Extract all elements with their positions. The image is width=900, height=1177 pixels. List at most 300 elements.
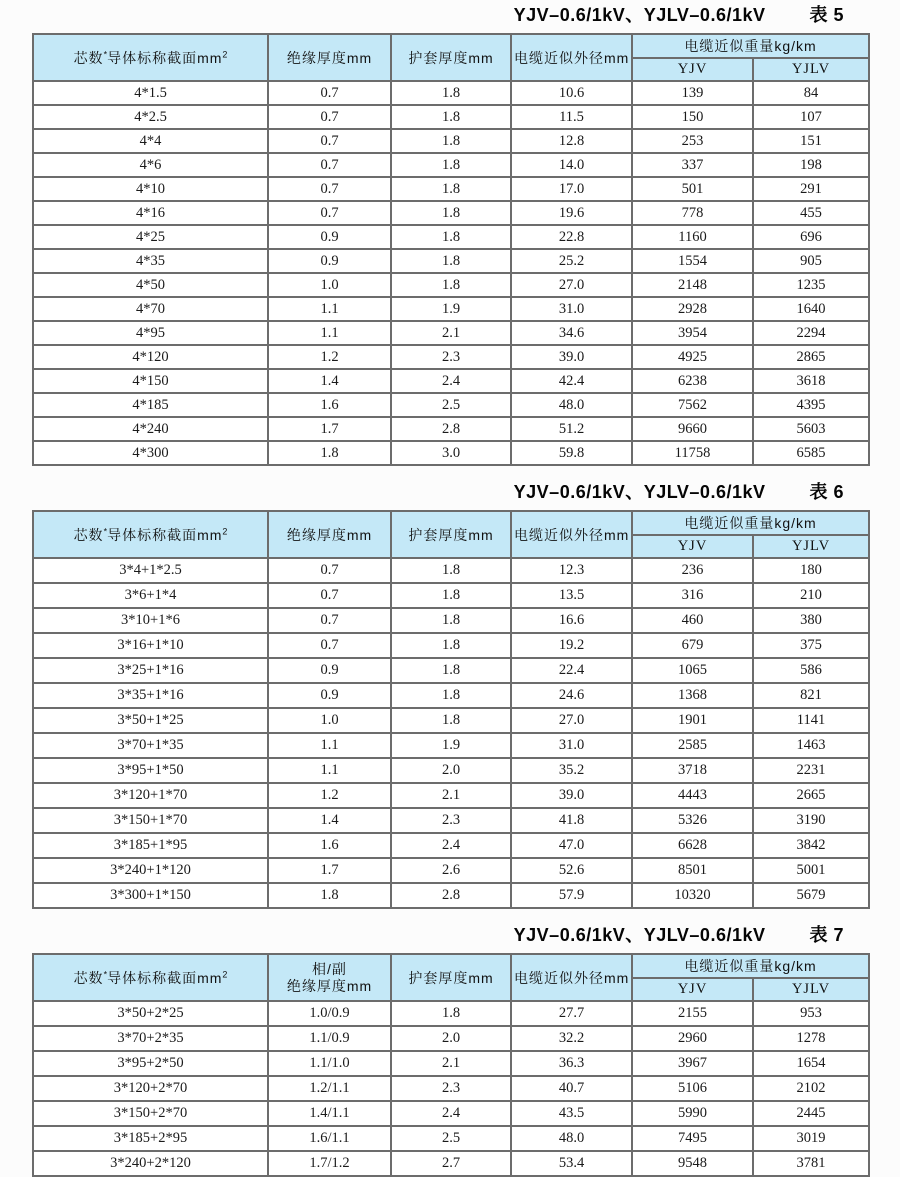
table-cell: 34.6 (511, 321, 632, 345)
col-header-diameter: 电缆近似外径mm (511, 511, 632, 558)
table-cell: 39.0 (511, 783, 632, 808)
table-cell: 2665 (753, 783, 869, 808)
table-cell: 2.3 (391, 1076, 511, 1101)
table-cell: 17.0 (511, 177, 632, 201)
table-row (33, 583, 869, 608)
table-cell: 2.7 (391, 1151, 511, 1176)
table-cell: 9548 (632, 1151, 753, 1176)
table-cell: 3019 (753, 1126, 869, 1151)
table-cell: 11.5 (511, 105, 632, 129)
table-cell: 3*185+2*95 (33, 1126, 268, 1151)
table-row (33, 783, 869, 808)
table-cell: 1.9 (391, 733, 511, 758)
table-row (33, 883, 869, 908)
table-row (33, 249, 869, 273)
table-cell: 48.0 (511, 393, 632, 417)
table-cell: 1.8 (391, 81, 511, 105)
table-row (33, 708, 869, 733)
table6-label: 表 6 (809, 482, 844, 502)
table-cell: 151 (753, 129, 869, 153)
table-cell: 4*10 (33, 177, 268, 201)
table-row (33, 225, 869, 249)
table-cell: 3*35+1*16 (33, 683, 268, 708)
table-cell: 8501 (632, 858, 753, 883)
core-section-text: 芯数 (73, 969, 104, 986)
col-header-core-section (33, 954, 268, 1001)
table-cell: 5990 (632, 1101, 753, 1126)
table-cell: 1.0 (268, 273, 391, 297)
cable-spec-table-7 (32, 953, 870, 1177)
table-cell: 1.8 (391, 683, 511, 708)
core-section-sup-2: 2 (222, 48, 228, 59)
table-cell: 2445 (753, 1101, 869, 1126)
table-cell: 42.4 (511, 369, 632, 393)
table-cell: 11758 (632, 441, 753, 465)
table-cell: 84 (753, 81, 869, 105)
table-cell: 1065 (632, 658, 753, 683)
table-cell: 1.8 (391, 153, 511, 177)
col-header-yjv: YJV (632, 535, 753, 558)
table-cell: 19.2 (511, 633, 632, 658)
table-cell: 3*50+1*25 (33, 708, 268, 733)
table-cell: 1141 (753, 708, 869, 733)
table-row (33, 177, 869, 201)
table-cell: 2.4 (391, 369, 511, 393)
table-cell: 139 (632, 81, 753, 105)
table-cell: 3*95+1*50 (33, 758, 268, 783)
table-cell: 0.7 (268, 129, 391, 153)
table-row (33, 683, 869, 708)
table-cell: 3*185+1*95 (33, 833, 268, 858)
table-cell: 696 (753, 225, 869, 249)
table-cell: 5603 (753, 417, 869, 441)
table-cell: 1.7/1.2 (268, 1151, 391, 1176)
table-cell: 3*25+1*16 (33, 658, 268, 683)
table-cell: 1554 (632, 249, 753, 273)
table-row (33, 733, 869, 758)
table7-title: YJV–0.6/1kV、YJLV–0.6/1kV (513, 925, 766, 945)
table-cell: 1654 (753, 1051, 869, 1076)
core-section-sup-star: * (103, 48, 108, 59)
table-cell: 4*150 (33, 369, 268, 393)
table-cell: 27.7 (511, 1001, 632, 1026)
table-cell: 3*6+1*4 (33, 583, 268, 608)
table-cell: 0.7 (268, 81, 391, 105)
table-cell: 24.6 (511, 683, 632, 708)
table-cell: 375 (753, 633, 869, 658)
table-cell: 586 (753, 658, 869, 683)
table-cell: 2.3 (391, 808, 511, 833)
table-cell: 150 (632, 105, 753, 129)
table-cell: 1.1 (268, 297, 391, 321)
table6-header (33, 511, 869, 558)
table-cell: 35.2 (511, 758, 632, 783)
table7-title-row (0, 924, 900, 946)
table-row (33, 105, 869, 129)
core-section-sup-2: 2 (222, 525, 228, 536)
cable-spec-table-5 (32, 33, 870, 466)
table-cell: 3*120+1*70 (33, 783, 268, 808)
table-cell: 1.1 (268, 733, 391, 758)
table6-body (33, 558, 869, 908)
table-cell: 1.0/0.9 (268, 1001, 391, 1026)
table7-label: 表 7 (809, 925, 844, 945)
table-cell: 5326 (632, 808, 753, 833)
table-cell: 1.0 (268, 708, 391, 733)
table-cell: 2.0 (391, 758, 511, 783)
table-cell: 3*70+1*35 (33, 733, 268, 758)
table-cell: 4395 (753, 393, 869, 417)
col-header-insulation: 绝缘厚度mm (268, 511, 391, 558)
table-cell: 821 (753, 683, 869, 708)
table-cell: 1.8 (391, 583, 511, 608)
col-header-yjlv: YJLV (753, 978, 869, 1001)
table-cell: 679 (632, 633, 753, 658)
table-cell: 27.0 (511, 273, 632, 297)
table-cell: 1.9 (391, 297, 511, 321)
table-cell: 3*70+2*35 (33, 1026, 268, 1051)
table-cell: 0.7 (268, 633, 391, 658)
table-cell: 1.8 (391, 105, 511, 129)
table-cell: 236 (632, 558, 753, 583)
table-row (33, 393, 869, 417)
table-cell: 2865 (753, 345, 869, 369)
table-cell: 40.7 (511, 1076, 632, 1101)
table-cell: 2960 (632, 1026, 753, 1051)
table-cell: 501 (632, 177, 753, 201)
table-row (33, 608, 869, 633)
table-cell: 6628 (632, 833, 753, 858)
table-cell: 4*120 (33, 345, 268, 369)
table-cell: 59.8 (511, 441, 632, 465)
table-cell: 778 (632, 201, 753, 225)
table-cell: 1901 (632, 708, 753, 733)
table5-title-row (0, 4, 900, 26)
table-cell: 3*240+2*120 (33, 1151, 268, 1176)
table-cell: 1.8 (391, 225, 511, 249)
table-cell: 0.7 (268, 153, 391, 177)
table-row (33, 297, 869, 321)
table-cell: 0.7 (268, 608, 391, 633)
table6-title: YJV–0.6/1kV、YJLV–0.6/1kV (513, 482, 766, 502)
table-cell: 57.9 (511, 883, 632, 908)
table-cell: 3*10+1*6 (33, 608, 268, 633)
table-cell: 10320 (632, 883, 753, 908)
table-cell: 4*35 (33, 249, 268, 273)
table-cell: 0.7 (268, 105, 391, 129)
table7-header (33, 954, 869, 1001)
table-cell: 4*50 (33, 273, 268, 297)
table-row (33, 1076, 869, 1101)
table-cell: 1.7 (268, 858, 391, 883)
table-cell: 3718 (632, 758, 753, 783)
table-cell: 953 (753, 1001, 869, 1026)
table-row (33, 658, 869, 683)
table-cell: 1.2 (268, 345, 391, 369)
table-cell: 4*185 (33, 393, 268, 417)
table-cell: 1.6/1.1 (268, 1126, 391, 1151)
col-header-diameter: 电缆近似外径mm (511, 954, 632, 1001)
table-cell: 3190 (753, 808, 869, 833)
table-cell: 51.2 (511, 417, 632, 441)
table-cell: 1.8 (268, 441, 391, 465)
table-cell: 48.0 (511, 1126, 632, 1151)
table-cell: 27.0 (511, 708, 632, 733)
table-row (33, 1151, 869, 1176)
table-cell: 2155 (632, 1001, 753, 1026)
table-cell: 12.3 (511, 558, 632, 583)
table-cell: 4*95 (33, 321, 268, 345)
table-cell: 1.8 (391, 273, 511, 297)
table-cell: 3*4+1*2.5 (33, 558, 268, 583)
table-row (33, 321, 869, 345)
table-cell: 3842 (753, 833, 869, 858)
table-cell: 1.1/1.0 (268, 1051, 391, 1076)
table-cell: 2.1 (391, 1051, 511, 1076)
table-cell: 47.0 (511, 833, 632, 858)
table-cell: 2.8 (391, 883, 511, 908)
phase-insulation-line2: 绝缘厚度mm (286, 977, 373, 994)
table-cell: 16.6 (511, 608, 632, 633)
table5-label: 表 5 (809, 5, 844, 25)
table-cell: 0.9 (268, 658, 391, 683)
table-cell: 2.1 (391, 783, 511, 808)
table-cell: 3*16+1*10 (33, 633, 268, 658)
col-header-yjlv: YJLV (753, 535, 869, 558)
table-cell: 31.0 (511, 733, 632, 758)
col-header-weight: 电缆近似重量kg/km (632, 954, 869, 978)
col-header-yjlv: YJLV (753, 58, 869, 81)
table-cell: 210 (753, 583, 869, 608)
core-section-text2: 导体标称截面mm (107, 526, 223, 543)
table6-title-row (0, 481, 900, 503)
table7-body (33, 1001, 869, 1176)
phase-insulation-line1: 相/副 (312, 960, 347, 977)
table-cell: 2102 (753, 1076, 869, 1101)
col-header-diameter: 电缆近似外径mm (511, 34, 632, 81)
table-cell: 1278 (753, 1026, 869, 1051)
table-cell: 180 (753, 558, 869, 583)
table-cell: 1.2 (268, 783, 391, 808)
core-section-sup-2: 2 (222, 968, 228, 979)
table-cell: 253 (632, 129, 753, 153)
table-cell: 3*240+1*120 (33, 858, 268, 883)
col-header-sheath: 护套厚度mm (391, 954, 511, 1001)
table-cell: 6585 (753, 441, 869, 465)
table-cell: 460 (632, 608, 753, 633)
table-cell: 4*70 (33, 297, 268, 321)
table-cell: 1.8 (391, 633, 511, 658)
table-cell: 2.5 (391, 393, 511, 417)
table-cell: 5106 (632, 1076, 753, 1101)
table-cell: 107 (753, 105, 869, 129)
table-cell: 1.8 (391, 249, 511, 273)
table-cell: 2928 (632, 297, 753, 321)
table-cell: 1463 (753, 733, 869, 758)
table-cell: 7495 (632, 1126, 753, 1151)
table-row (33, 1126, 869, 1151)
table-cell: 4*4 (33, 129, 268, 153)
col-header-core-section (33, 511, 268, 558)
table-cell: 1.8 (391, 708, 511, 733)
table-cell: 5001 (753, 858, 869, 883)
table-row (33, 758, 869, 783)
table-cell: 25.2 (511, 249, 632, 273)
table-row (33, 129, 869, 153)
table-cell: 3954 (632, 321, 753, 345)
table-cell: 1160 (632, 225, 753, 249)
table-row (33, 273, 869, 297)
table-cell: 4*16 (33, 201, 268, 225)
table-cell: 43.5 (511, 1101, 632, 1126)
table5-header (33, 34, 869, 81)
table-cell: 1.4/1.1 (268, 1101, 391, 1126)
table-cell: 2231 (753, 758, 869, 783)
core-section-text: 芯数 (73, 49, 104, 66)
table-cell: 1.1/0.9 (268, 1026, 391, 1051)
table-cell: 291 (753, 177, 869, 201)
core-section-sup-star: * (103, 968, 108, 979)
col-header-weight: 电缆近似重量kg/km (632, 511, 869, 535)
table-cell: 4*240 (33, 417, 268, 441)
col-header-yjv: YJV (632, 58, 753, 81)
table-cell: 1.1 (268, 758, 391, 783)
table-cell: 53.4 (511, 1151, 632, 1176)
col-header-yjv: YJV (632, 978, 753, 1001)
col-header-core-section (33, 34, 268, 81)
table-cell: 4*6 (33, 153, 268, 177)
table-row (33, 858, 869, 883)
table-cell: 7562 (632, 393, 753, 417)
table-cell: 1.2/1.1 (268, 1076, 391, 1101)
table-cell: 9660 (632, 417, 753, 441)
table-cell: 0.9 (268, 249, 391, 273)
table-row (33, 558, 869, 583)
table-row (33, 1026, 869, 1051)
table-cell: 6238 (632, 369, 753, 393)
table-cell: 4*300 (33, 441, 268, 465)
table-cell: 22.4 (511, 658, 632, 683)
table-cell: 14.0 (511, 153, 632, 177)
table-cell: 1235 (753, 273, 869, 297)
table-cell: 31.0 (511, 297, 632, 321)
table-cell: 3.0 (391, 441, 511, 465)
table-cell: 1.8 (391, 129, 511, 153)
table-cell: 1.8 (391, 201, 511, 225)
table-cell: 3*300+1*150 (33, 883, 268, 908)
table-cell: 1.4 (268, 369, 391, 393)
table-row (33, 1051, 869, 1076)
table-cell: 3*50+2*25 (33, 1001, 268, 1026)
table-cell: 1.6 (268, 393, 391, 417)
table-row (33, 201, 869, 225)
table5-body (33, 81, 869, 465)
table-cell: 3618 (753, 369, 869, 393)
cable-spec-table-6 (32, 510, 870, 909)
table-cell: 1.4 (268, 808, 391, 833)
table-row (33, 81, 869, 105)
table-cell: 2.4 (391, 1101, 511, 1126)
table-cell: 1.7 (268, 417, 391, 441)
table-cell: 3781 (753, 1151, 869, 1176)
table-cell: 2585 (632, 733, 753, 758)
table-cell: 39.0 (511, 345, 632, 369)
table-cell: 0.7 (268, 583, 391, 608)
table-cell: 1.8 (391, 1001, 511, 1026)
table-cell: 4443 (632, 783, 753, 808)
table-cell: 1.1 (268, 321, 391, 345)
table-cell: 3*150+2*70 (33, 1101, 268, 1126)
table-cell: 2.4 (391, 833, 511, 858)
table-cell: 3*95+2*50 (33, 1051, 268, 1076)
table-cell: 1.8 (391, 558, 511, 583)
table-cell: 2.8 (391, 417, 511, 441)
table-row (33, 153, 869, 177)
table-row (33, 1001, 869, 1026)
table-cell: 337 (632, 153, 753, 177)
table-row (33, 833, 869, 858)
table-cell: 0.9 (268, 225, 391, 249)
table-cell: 32.2 (511, 1026, 632, 1051)
table-cell: 4925 (632, 345, 753, 369)
table-row (33, 369, 869, 393)
table-row (33, 633, 869, 658)
table-cell: 3*150+1*70 (33, 808, 268, 833)
table-cell: 10.6 (511, 81, 632, 105)
core-section-text2: 导体标称截面mm (107, 969, 223, 986)
table-cell: 1368 (632, 683, 753, 708)
table-cell: 2.0 (391, 1026, 511, 1051)
core-section-text2: 导体标称截面mm (107, 49, 223, 66)
table-cell: 1.6 (268, 833, 391, 858)
table-cell: 1.8 (391, 608, 511, 633)
table-cell: 3967 (632, 1051, 753, 1076)
table-cell: 3*120+2*70 (33, 1076, 268, 1101)
table-cell: 0.7 (268, 177, 391, 201)
table-row (33, 441, 869, 465)
table-cell: 2.3 (391, 345, 511, 369)
table-cell: 22.8 (511, 225, 632, 249)
col-header-weight: 电缆近似重量kg/km (632, 34, 869, 58)
table5-title: YJV–0.6/1kV、YJLV–0.6/1kV (513, 5, 766, 25)
table-cell: 0.7 (268, 201, 391, 225)
table-cell: 4*2.5 (33, 105, 268, 129)
table-cell: 4*1.5 (33, 81, 268, 105)
table-cell: 2148 (632, 273, 753, 297)
table-cell: 455 (753, 201, 869, 225)
table-cell: 1.8 (391, 658, 511, 683)
core-section-sup-star: * (103, 525, 108, 536)
table-cell: 0.9 (268, 683, 391, 708)
table-cell: 52.6 (511, 858, 632, 883)
table-cell: 1640 (753, 297, 869, 321)
table-cell: 380 (753, 608, 869, 633)
table-cell: 2.1 (391, 321, 511, 345)
table-row (33, 1101, 869, 1126)
table-cell: 4*25 (33, 225, 268, 249)
table-cell: 19.6 (511, 201, 632, 225)
table-cell: 41.8 (511, 808, 632, 833)
col-header-phase-insulation (268, 954, 391, 1001)
table-cell: 13.5 (511, 583, 632, 608)
table-row (33, 417, 869, 441)
table-cell: 905 (753, 249, 869, 273)
col-header-insulation: 绝缘厚度mm (268, 34, 391, 81)
col-header-sheath: 护套厚度mm (391, 34, 511, 81)
table-cell: 1.8 (268, 883, 391, 908)
table-cell: 1.8 (391, 177, 511, 201)
table-cell: 2.6 (391, 858, 511, 883)
